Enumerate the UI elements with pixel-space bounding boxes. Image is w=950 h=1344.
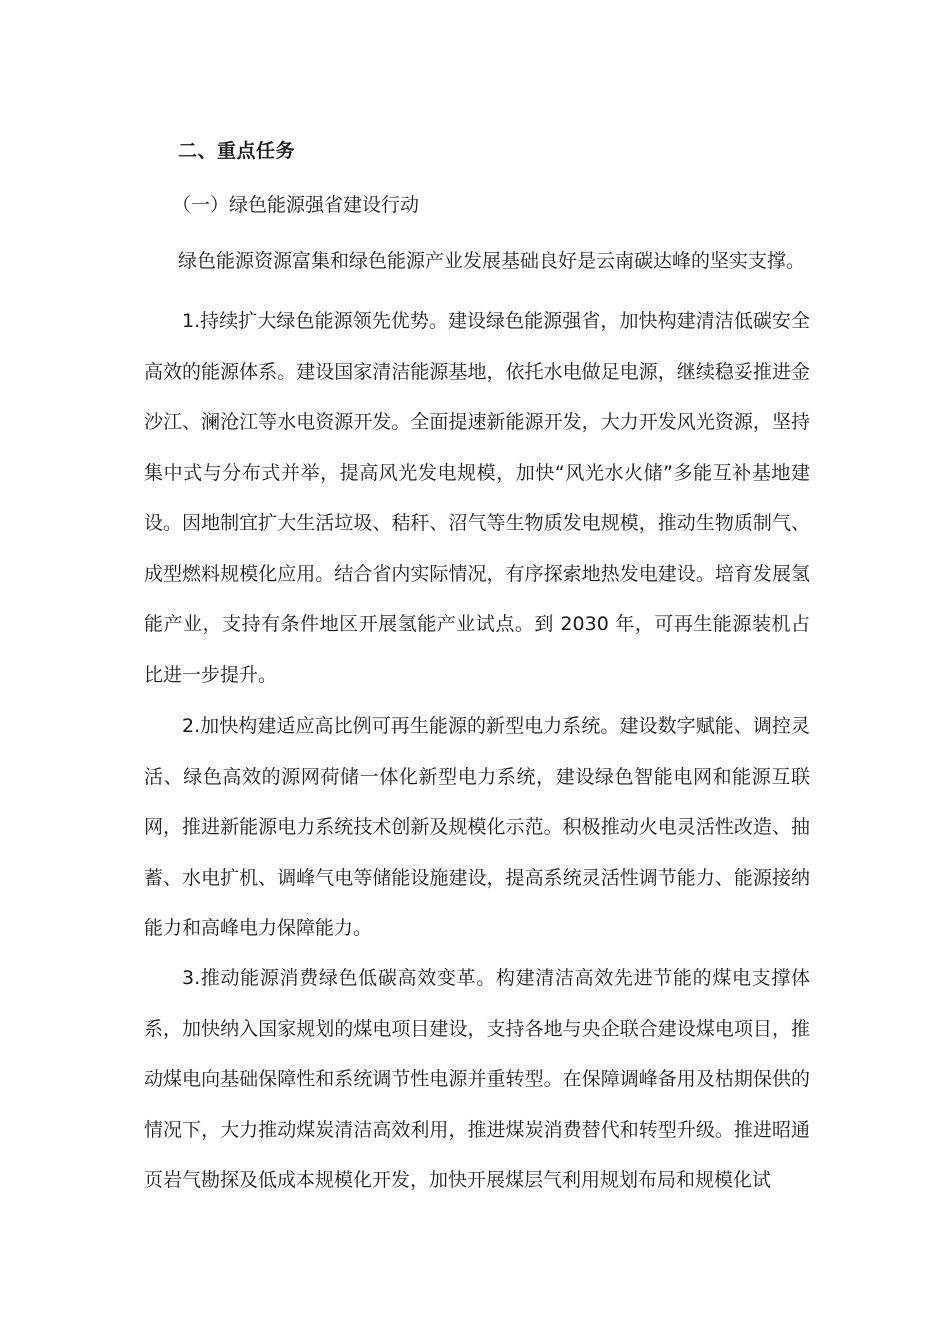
paragraph-2: [144, 701, 810, 954]
paragraph-3: [144, 953, 810, 1206]
paragraph-2-text: 2.加快构建适应高比例可再生能源的新型电力系统。建设数字赋能、调控灵活、绿色高效的源网荷储一体化新型电力系统，建设绿色智能电网和能源互联网，推进新能源电力系统技术创新及规模化示范。积极推动火电灵活性改造、抽蓄、水电扩机、调峰气电等储能设施建设，提高系统灵活性调节能力、能源接纳能力和高峰电力保障能力。: [144, 715, 810, 939]
paragraph-1: [144, 296, 810, 700]
paragraph-3-text: 3.推动能源消费绿色低碳高效变革。构建清洁高效先进节能的煤电支撑体系，加快纳入国家规划的煤电项目建设，支持各地与央企联合建设煤电项目，推动煤电向基础保障性和系统调节性电源并重转型。在保障调峰备用及枯期保供的情况下，大力推动煤炭清洁高效利用，推进煤炭消费替代和转型升级。推进昭通页岩气勘探及低成本规模化开发，加快开展煤层气利用规划布局和规模化试: [144, 967, 810, 1191]
section-heading: 二、重点任务: [178, 140, 296, 162]
lead-sentence: 绿色能源资源富集和绿色能源产业发展基础良好是云南碳达峰的坚实支撑。: [178, 250, 806, 272]
paragraph-1-text: 1.持续扩大绿色能源领先优势。建设绿色能源强省，加快构建清洁低碳安全高效的能源体系。建设国家清洁能源基地，依托水电做足电源，继续稳妥推进金沙江、澜沧江等水电资源开发。全面提速新能源开发，大力开发风光资源，坚持集中式与分布式并举，提高风光发电规模，加快“风光水火储”多能互补基地建设。因地制宜扩大生活垃圾、秸秆、沼气等生物质发电规模，推动生物质制气、成型燃料规模化应用。结合省内实际情况，有序探索地热发电建设。培育发展氢能产业，支持有条件地区开展氢能产业试点。到 2030 年，可再生能源装机占比进一步提升。: [144, 310, 810, 686]
sub-heading: （一）绿色能源强省建设行动: [172, 194, 420, 216]
